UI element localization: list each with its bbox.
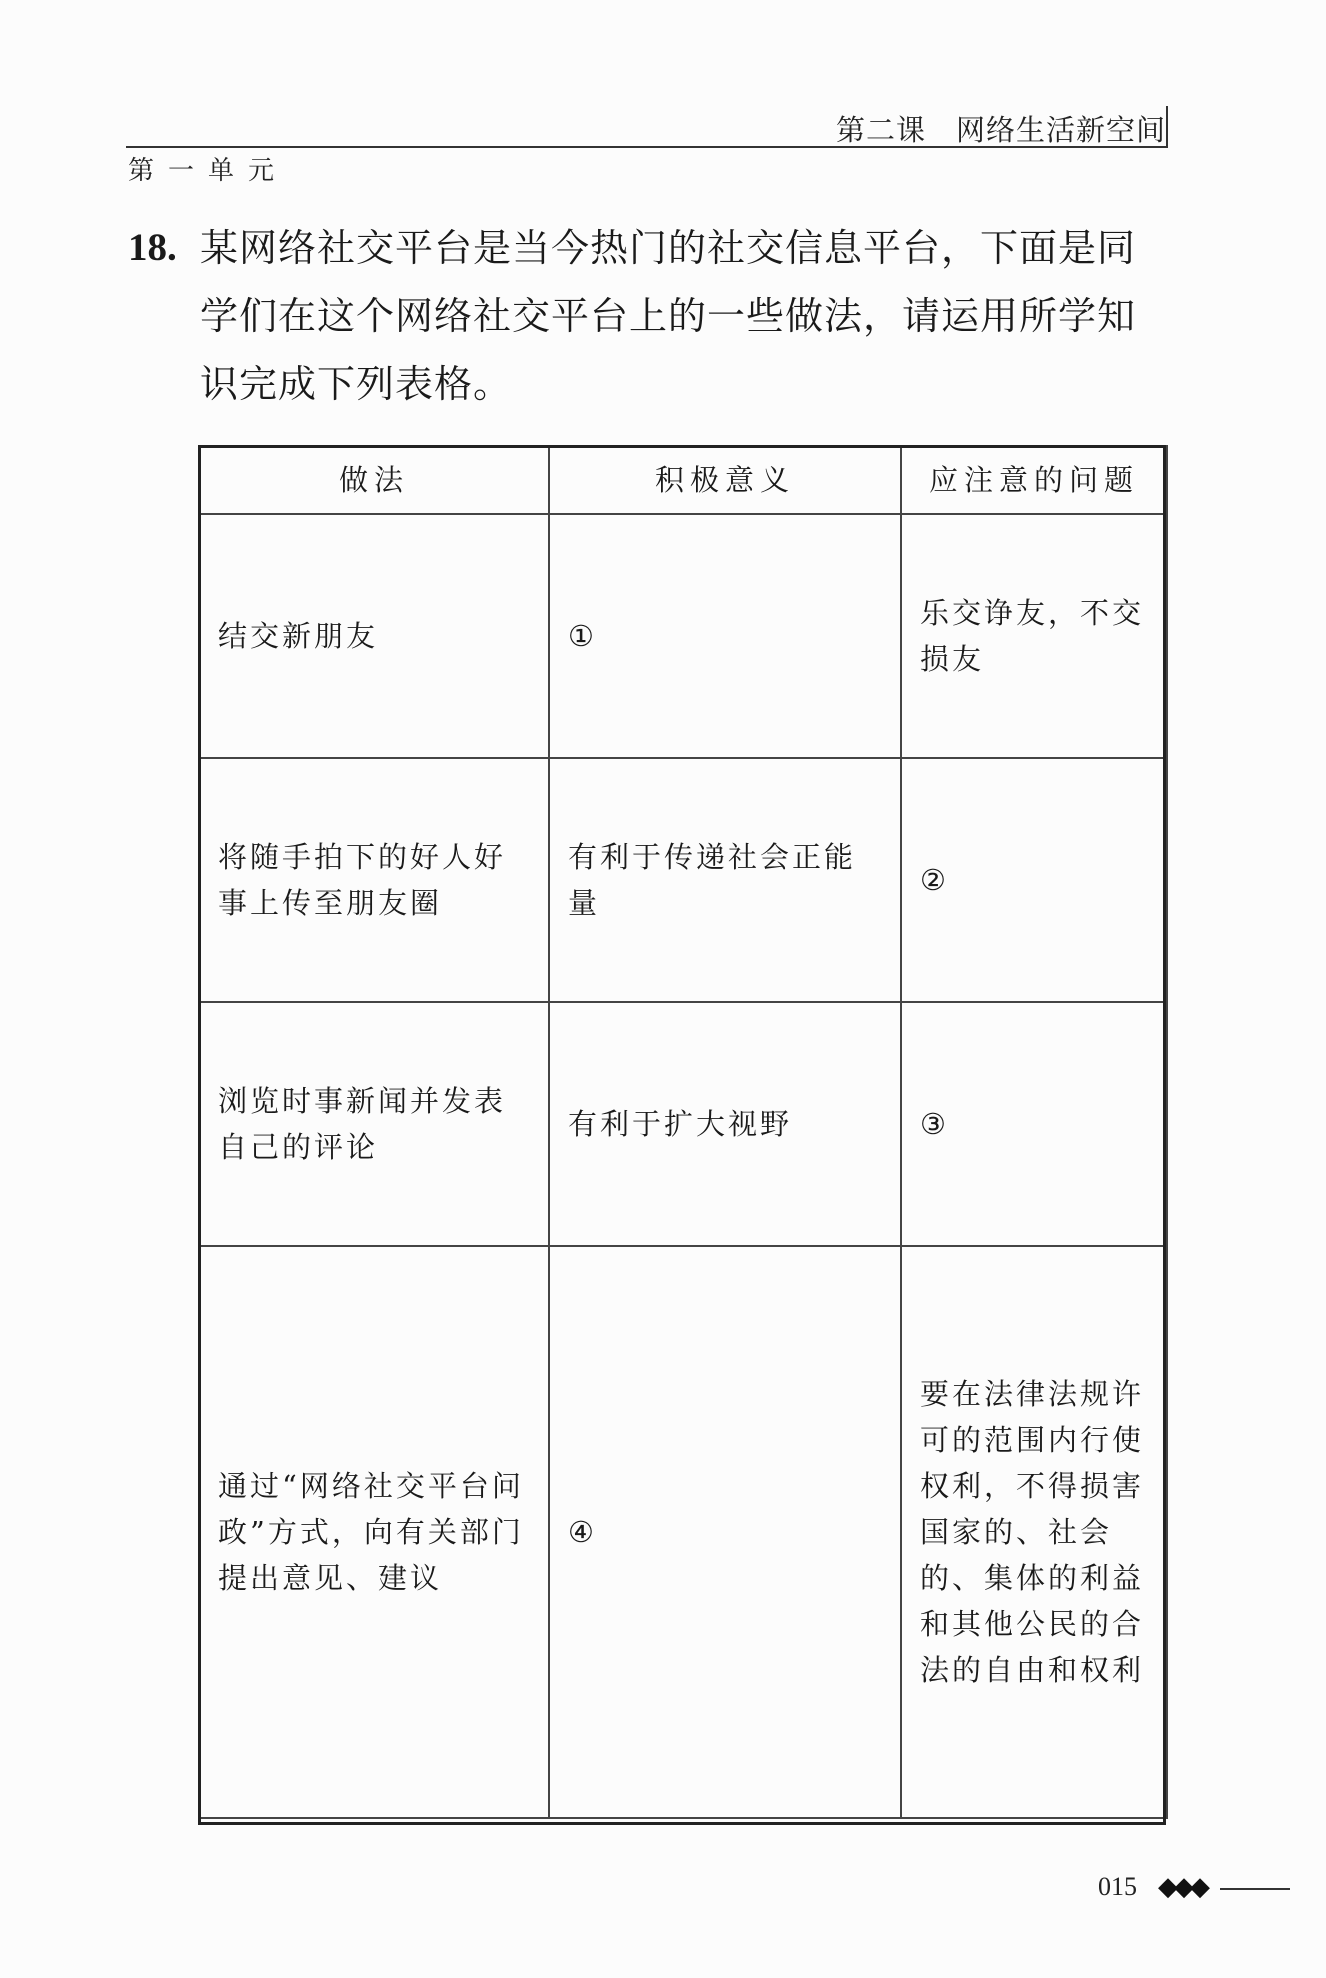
cell-issue: 乐交诤友，不交损友 (901, 514, 1167, 758)
cell-practice: 结交新朋友 (199, 514, 549, 758)
table-row (199, 1246, 1167, 1818)
cell-significance: 有利于传递社会正能量 (549, 758, 901, 1002)
question-text: 某网络社交平台是当今热门的社交信息平台，下面是同学们在这个网络社交平台上的一些做法，请运用所学知识完成下列表格。 (200, 226, 1137, 406)
header-practice: 做法 (199, 446, 549, 514)
cell-significance: 有利于扩大视野 (549, 1002, 901, 1246)
table-header-row (199, 446, 1167, 514)
answer-blank-2: ② (901, 758, 1167, 1002)
cell-practice: 浏览时事新闻并发表自己的评论 (199, 1002, 549, 1246)
answer-blank-3: ③ (901, 1002, 1167, 1246)
question-block (128, 214, 1168, 418)
header-divider (1166, 106, 1168, 148)
cell-issue: 要在法律法规许可的范围内行使权利，不得损害国家的、社会的、集体的利益和其他公民的合法的自由和权利 (901, 1246, 1167, 1818)
header-rule (126, 146, 1166, 148)
header-issues-to-note: 应注意的问题 (901, 446, 1167, 514)
answer-blank-4: ④ (549, 1246, 901, 1818)
lesson-title: 第二课 网络生活新空间 (835, 113, 1166, 147)
cell-practice: 将随手拍下的好人好事上传至朋友圈 (199, 758, 549, 1002)
diamond-ornament-icon: ◆◆◆ (1158, 1872, 1206, 1902)
page-number: 015 (1098, 1872, 1137, 1901)
table-row (199, 1002, 1167, 1246)
header-positive-significance: 积极意义 (549, 446, 901, 514)
table-row (199, 758, 1167, 1002)
question-number: 18. (128, 226, 177, 269)
table-row (199, 514, 1167, 758)
footer-rule (1220, 1888, 1290, 1890)
answer-table (198, 445, 1168, 1819)
cell-practice: 通过“网络社交平台问政”方式，向有关部门提出意见、建议 (199, 1246, 549, 1818)
answer-blank-1: ① (549, 514, 901, 758)
unit-label: 第一单元 (128, 156, 289, 186)
